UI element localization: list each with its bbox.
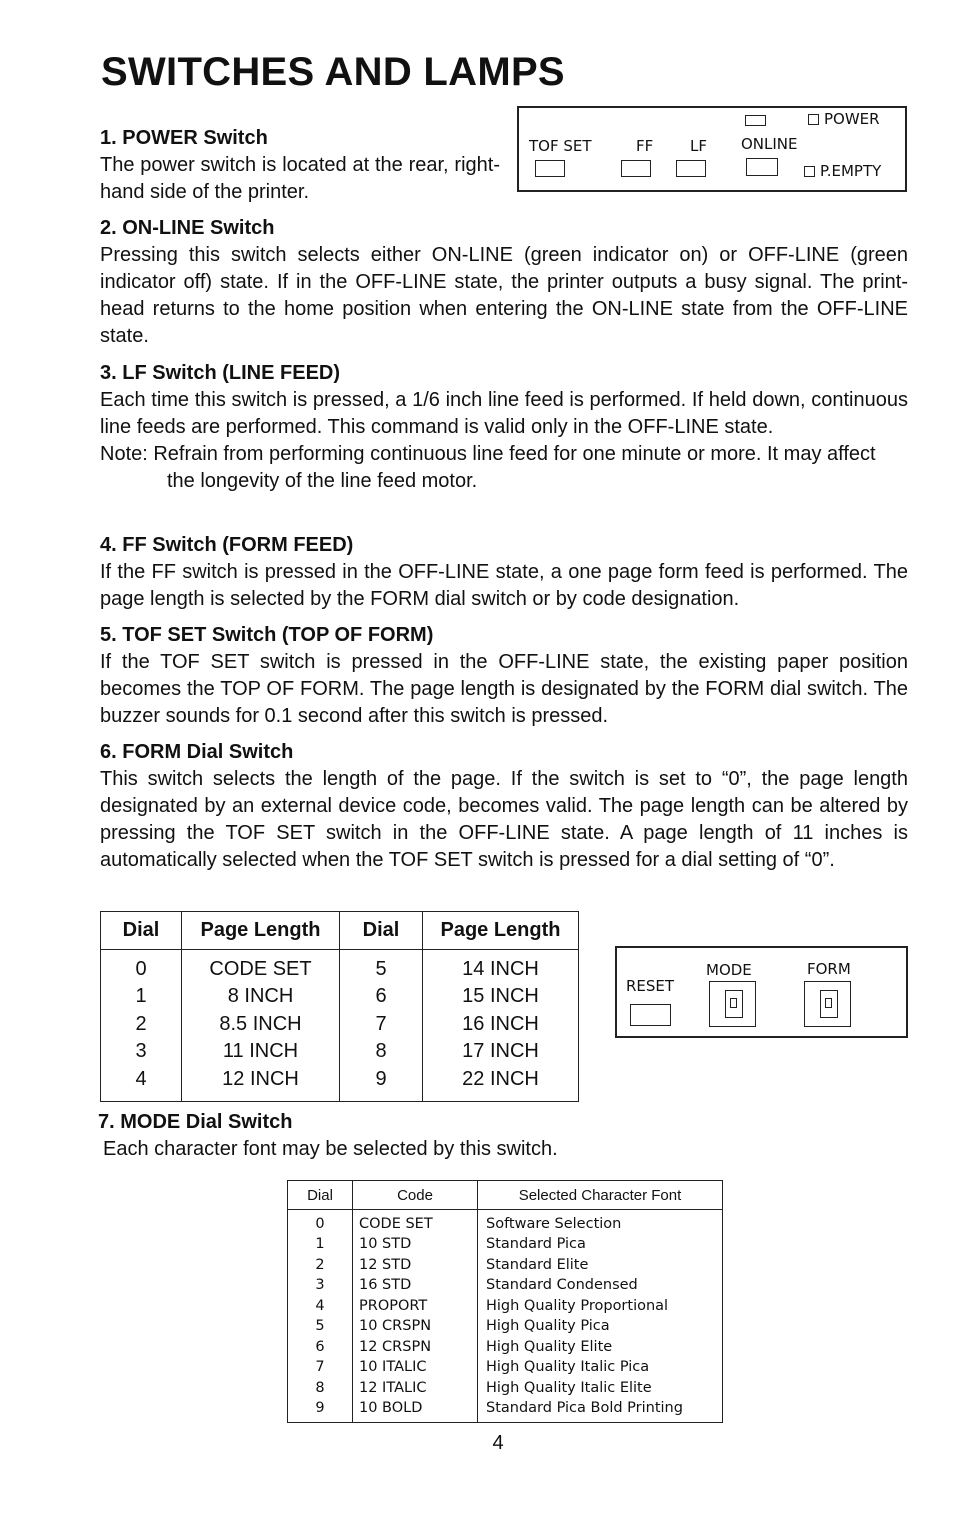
dial-notch — [730, 998, 737, 1008]
online-lamp — [745, 115, 766, 126]
table-cell: 0 — [288, 1210, 353, 1235]
table-cell: High Quality Proportional — [478, 1296, 723, 1317]
section-body: The power switch is located at the rear, right-hand side of the printer. — [100, 154, 500, 203]
dial-knob — [820, 990, 838, 1018]
section-body: Each character font may be selected by this switch. — [103, 1138, 558, 1160]
section-note: Note: Refrain from performing continuous line feed for one minute or more. It may affect the longevity of the line feed motor. — [100, 443, 876, 492]
table-cell: 8 INCH — [182, 983, 340, 1011]
table-cell: High Quality Italic Pica — [478, 1357, 723, 1378]
table-cell: 3 — [288, 1275, 353, 1296]
table-cell: 16 STD — [353, 1275, 478, 1296]
table-cell: High Quality Pica — [478, 1316, 723, 1337]
section-body: Pressing this switch selects either ON-LINE (green indicator on) or OFF-LINE (green indicator off) state. If in the OFF-LINE state, the printer outputs a busy signal. The print-head returns to the home position when entering the ON-LINE state from the OFF-LINE state. — [100, 244, 908, 347]
table-cell: 10 ITALIC — [353, 1357, 478, 1378]
rear-panel-illustration — [615, 946, 908, 1038]
dial-notch — [825, 998, 832, 1008]
section-heading: 2. ON-LINE Switch — [100, 217, 275, 239]
mode-dial — [709, 981, 756, 1027]
table-cell: 14 INCH — [423, 950, 579, 984]
table-cell: Software Selection — [478, 1210, 723, 1235]
power-lamp — [808, 114, 819, 125]
pempty-lamp — [804, 166, 815, 177]
page-number: 4 — [492, 1432, 504, 1454]
table-row — [101, 1066, 579, 1102]
table-cell: 7 — [288, 1357, 353, 1378]
table-cell: 8 — [340, 1038, 423, 1066]
front-panel-illustration — [517, 106, 907, 192]
section-ff-switch — [100, 531, 908, 613]
power-lamp-label: POWER — [808, 110, 880, 128]
table-header-row — [288, 1181, 723, 1210]
mode-label: MODE — [706, 961, 752, 979]
section-online-switch — [100, 214, 908, 350]
section-tof-set-switch — [100, 621, 908, 730]
form-label: FORM — [807, 960, 851, 978]
table-cell: 10 CRSPN — [353, 1316, 478, 1337]
table-row — [288, 1255, 723, 1276]
online-switch — [746, 158, 778, 176]
table-cell: 12 CRSPN — [353, 1337, 478, 1358]
table-cell: Standard Condensed — [478, 1275, 723, 1296]
pempty-lamp-label: P.EMPTY — [804, 162, 881, 180]
section-heading: 4. FF Switch (FORM FEED) — [100, 534, 354, 556]
column-header: Page Length — [423, 912, 579, 950]
section-body: This switch selects the length of the page. If the switch is set to “0”, the page length designated by an external device code, becomes valid. The page length can be altered by pressing the TOF SET switch in the OFF-LINE state. A page length of 11 inches is automatically selected when the TOF SET switch is pressed for a dial setting of “0”. — [100, 768, 908, 871]
table-cell: 9 — [288, 1398, 353, 1423]
table-cell: 4 — [288, 1296, 353, 1317]
table-cell: 5 — [340, 950, 423, 984]
table-row — [101, 983, 579, 1011]
table-cell: Standard Pica — [478, 1234, 723, 1255]
section-heading: 1. POWER Switch — [100, 127, 268, 149]
table-cell: 17 INCH — [423, 1038, 579, 1066]
column-header: Dial — [101, 912, 182, 950]
table-cell: CODE SET — [182, 950, 340, 984]
table-cell: PROPORT — [353, 1296, 478, 1317]
column-header: Code — [353, 1181, 478, 1210]
lf-label: LF — [690, 137, 707, 155]
tof-set-label: TOF SET — [529, 137, 592, 155]
form-dial-table — [100, 911, 579, 1102]
section-mode-dial — [98, 1108, 906, 1163]
table-cell: CODE SET — [353, 1210, 478, 1235]
table-cell: 6 — [288, 1337, 353, 1358]
online-label: ONLINE — [741, 135, 798, 153]
table-cell: 4 — [101, 1066, 182, 1102]
table-row — [288, 1357, 723, 1378]
table-cell: Standard Elite — [478, 1255, 723, 1276]
ff-label: FF — [636, 137, 654, 155]
ff-switch — [621, 160, 651, 177]
table-cell: 3 — [101, 1038, 182, 1066]
table-cell: 12 INCH — [182, 1066, 340, 1102]
table-cell: 6 — [340, 983, 423, 1011]
table-cell: 22 INCH — [423, 1066, 579, 1102]
table-cell: 12 STD — [353, 1255, 478, 1276]
table-row — [101, 1038, 579, 1066]
table-cell: High Quality Italic Elite — [478, 1378, 723, 1399]
table-row — [288, 1234, 723, 1255]
tof-set-switch — [535, 160, 565, 177]
table-row — [288, 1316, 723, 1337]
table-cell: 12 ITALIC — [353, 1378, 478, 1399]
table-row — [288, 1398, 723, 1423]
table-cell: 2 — [288, 1255, 353, 1276]
table-cell: 15 INCH — [423, 983, 579, 1011]
table-cell: 8.5 INCH — [182, 1011, 340, 1039]
table-cell: 1 — [288, 1234, 353, 1255]
table-cell: 11 INCH — [182, 1038, 340, 1066]
page-title: SWITCHES AND LAMPS — [101, 50, 565, 94]
mode-dial-table — [287, 1180, 723, 1423]
column-header: Page Length — [182, 912, 340, 950]
reset-label: RESET — [626, 977, 675, 995]
form-dial — [804, 981, 851, 1027]
section-body: Each time this switch is pressed, a 1/6 inch line feed is performed. If held down, continuous line feeds are performed. This command is valid only in the OFF-LINE state. — [100, 389, 908, 438]
section-heading: 5. TOF SET Switch (TOP OF FORM) — [100, 624, 434, 646]
table-cell: 1 — [101, 983, 182, 1011]
table-cell: Standard Pica Bold Printing — [478, 1398, 723, 1423]
reset-switch — [630, 1004, 671, 1026]
table-row — [288, 1378, 723, 1399]
table-cell: High Quality Elite — [478, 1337, 723, 1358]
table-cell: 2 — [101, 1011, 182, 1039]
table-cell: 16 INCH — [423, 1011, 579, 1039]
section-form-dial — [100, 738, 908, 874]
section-heading: 3. LF Switch (LINE FEED) — [100, 362, 341, 384]
section-heading: 6. FORM Dial Switch — [100, 741, 294, 763]
section-body: If the TOF SET switch is pressed in the OFF-LINE state, the existing paper position becomes the TOP OF FORM. The page length is designated by the FORM dial switch. The buzzer sounds for 0.1 second after this switch is pressed. — [100, 651, 908, 727]
table-cell: 7 — [340, 1011, 423, 1039]
table-row — [288, 1296, 723, 1317]
section-power-switch — [100, 124, 500, 206]
section-body: If the FF switch is pressed in the OFF-LINE state, a one page form feed is performed. The page length is selected by the FORM dial switch or by code designation. — [100, 561, 908, 610]
table-row — [288, 1337, 723, 1358]
column-header: Dial — [288, 1181, 353, 1210]
section-heading: 7. MODE Dial Switch — [98, 1111, 293, 1133]
section-lf-switch — [100, 359, 908, 495]
table-row — [288, 1210, 723, 1235]
table-header-row — [101, 912, 579, 950]
table-cell: 9 — [340, 1066, 423, 1102]
column-header: Selected Character Font — [478, 1181, 723, 1210]
table-cell: 8 — [288, 1378, 353, 1399]
table-cell: 0 — [101, 950, 182, 984]
column-header: Dial — [340, 912, 423, 950]
table-row — [288, 1275, 723, 1296]
table-row — [101, 950, 579, 984]
lf-switch — [676, 160, 706, 177]
table-cell: 10 STD — [353, 1234, 478, 1255]
dial-knob — [725, 990, 743, 1018]
table-cell: 5 — [288, 1316, 353, 1337]
table-row — [101, 1011, 579, 1039]
table-cell: 10 BOLD — [353, 1398, 478, 1423]
